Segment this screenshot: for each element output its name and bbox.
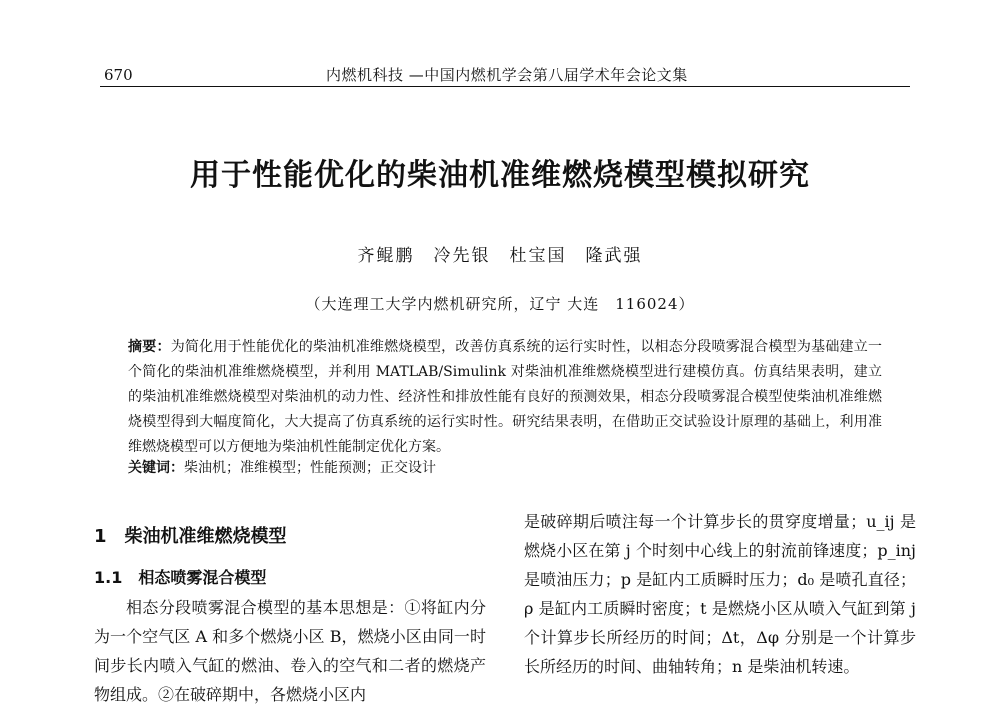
paper-title: 用于性能优化的柴油机准维燃烧模型模拟研究 <box>190 158 810 193</box>
section-1-1-heading: 1.1 相态喷雾混合模型 <box>94 568 267 587</box>
right-paragraph: 是破碎期后喷注每一个计算步长的贯穿度增量；u_ij 是燃烧小区在第 j 个时刻中心线上的射流前锋速度；p_inj 是喷油压力；p 是缸内工质瞬时压力；d₀ 是喷孔直径；ρ 是缸内工质瞬时密度；t 是燃烧小区从喷入气缸到第 j 个计算步长所经历的时间；Δt，Δφ 分别是一个计算步长所经历的时间、曲轴转角；n 是柴油机转速。 <box>524 512 916 676</box>
abstract <box>128 335 882 460</box>
running-title: 内燃机科技 —中国内燃机学会第八届学术年会论文集 <box>326 66 688 84</box>
authors: 齐鲲鹏 冷先银 杜宝国 隆武强 <box>357 246 643 266</box>
left-paragraph: 相态分段喷雾混合模型的基本思想是：①将缸内分为一个空气区 A 和多个燃烧小区 B，燃烧小区由同一时间步长内喷入气缸的燃油、卷入的空气和二者的燃烧产物组成。②在破碎期中，各燃烧小区内 <box>94 598 486 704</box>
abstract-text: 为简化用于性能优化的柴油机准维燃烧模型，改善仿真系统的运行实时性，以相态分段喷雾混合模型为基础建立一个简化的柴油机准维燃烧模型，并利用 MATLAB/Simulink 对柴油机准维燃烧模型进行建模仿真。仿真结果表明，建立的柴油机准维燃烧模型对柴油机的动力性、经济性和排放性能有良好的预测效果，相态分段喷雾混合模型使柴油机准维燃烧模型得到大幅度简化，大大提高了仿真系统的运行实时性。研究结果表明，在借助正交试验设计原理的基础上，利用准维燃烧模型可以方便地为柴油机性能制定优化方案。 <box>128 339 883 455</box>
abstract-label: 摘要： <box>128 339 171 355</box>
left-column <box>94 593 486 709</box>
right-column <box>524 507 916 681</box>
page-number: 670 <box>104 66 133 84</box>
affiliation: （大连理工大学内燃机研究所，辽宁 大连 116024） <box>305 295 695 313</box>
section-1-heading: 1 柴油机准维燃烧模型 <box>94 526 287 547</box>
header-rule <box>100 86 910 87</box>
keywords-text: 柴油机；准维模型；性能预测；正交设计 <box>184 460 436 476</box>
keywords-label: 关键词： <box>128 460 184 476</box>
keywords <box>128 456 882 481</box>
